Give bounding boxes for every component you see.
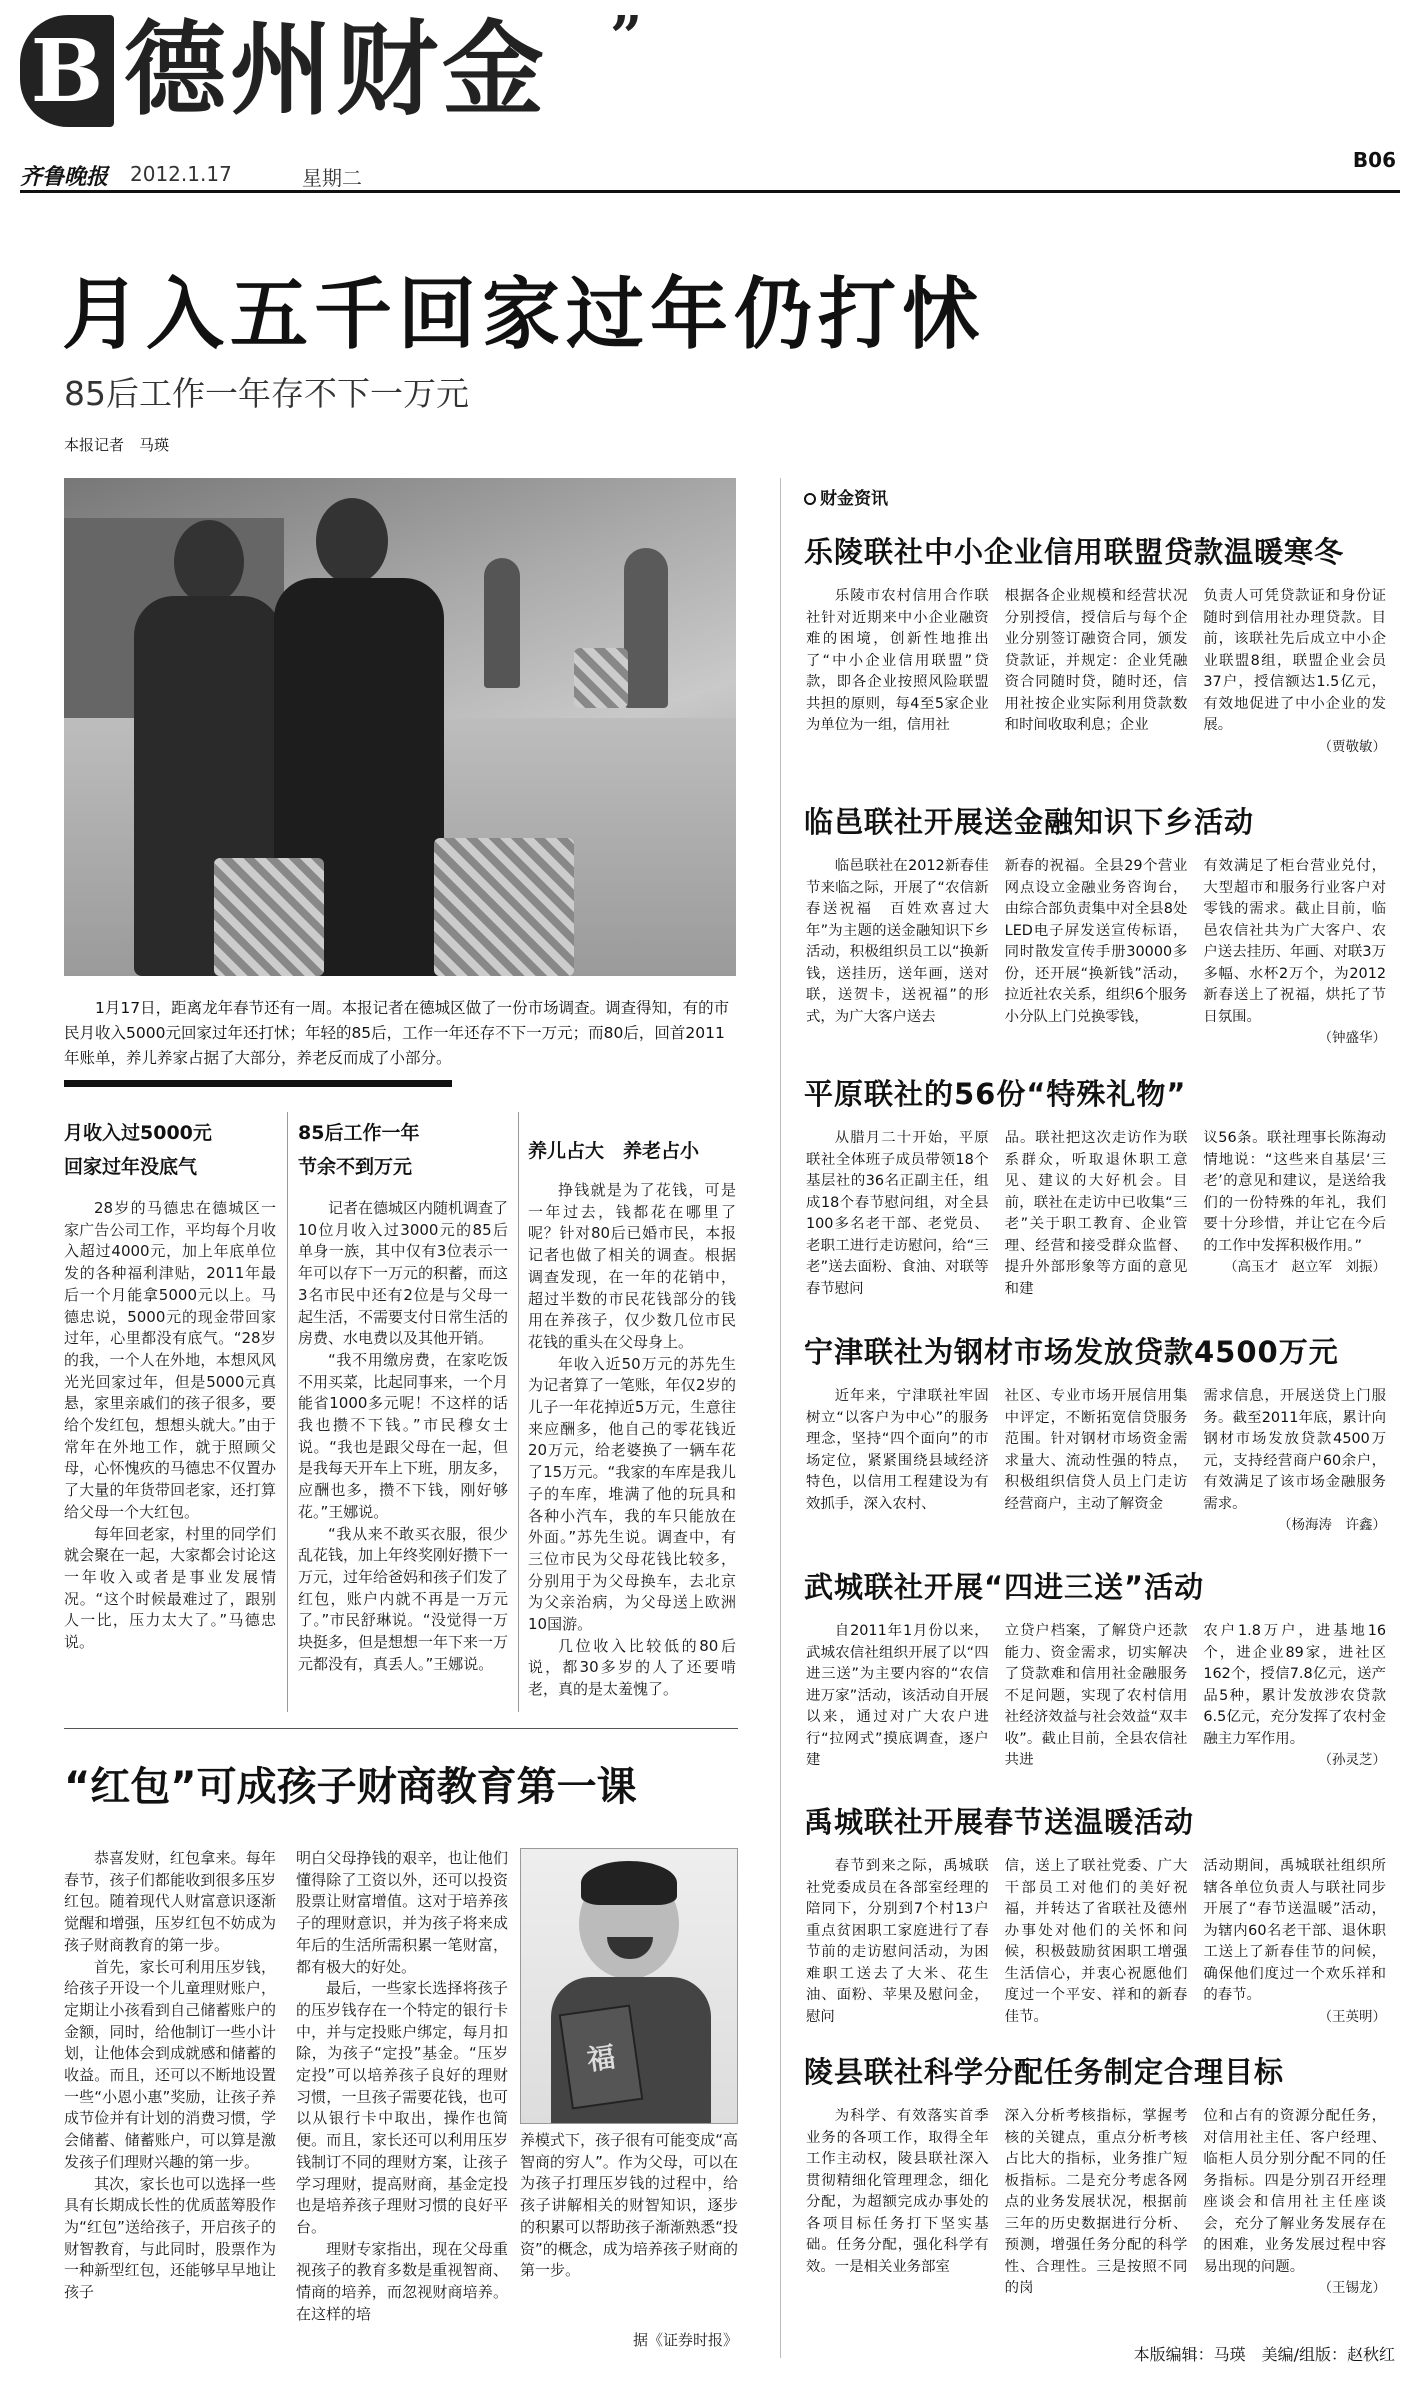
news-body [806, 2106, 1386, 2300]
lead-headline: 月入五千回家过年仍打怵 [62, 270, 987, 360]
lead-col3-body [528, 1180, 736, 1701]
lead-col2-heading-line2: 节余不到万元 [298, 1156, 413, 1178]
red-packet-para: 理财专家指出，现在父母重视孩子的教育多数是重视智商、情商的培养，而忽视财商培养。在这样的培 [296, 2239, 508, 2323]
red-packet-para: 养模式下，孩子很有可能变成“高智商的穷人”。作为父母，可以在为孩子打理压岁钱的过程中，给孩子讲解相关的财智知识，逐步的积累可以帮助孩子渐渐熟悉“投资”的概念，成为培养孩子财商的第一步。 [520, 2131, 738, 2280]
red-packet-para: 其次，家长也可以选择一些具有长期成长性的优质蓝筹股作为“红包”送给孩子，开启孩子的财智教育，与此同时，股票作为一种新型红包，还能够早早地让孩子 [64, 2174, 276, 2302]
news-paragraph: 需求信息，开展送贷上门服务。截至2011年底，累计向钢材市场发放贷款4500万元，支持经营商户60余户，有效满足了该市场金融服务需求。 [1203, 1388, 1387, 1512]
news-title: 乐陵联社中小企业信用联盟贷款温暖寒冬 [804, 535, 1345, 569]
news-paragraph: 深入分析考核指标，掌握考核的关键点，重点分析考核占比大的指标，业务推广短板指标。二是充分考虑各网点的业务发展状况，根据前三年的历史数据进行分析、预测，增强任务分配的科学性、合理性。三是按照不同的岗 [1004, 2108, 1188, 2296]
news-paragraph: 品。联社把这次走访作为联系群众，听取退休职工意见、建议的大好机会。目前，联社在走访中已收集“三老”关于职工教育、企业管理、经营和接受群众监督、提升外部形象等方面的意见和建 [1004, 1130, 1188, 1297]
news-paragraph: 近年来，宁津联社牢固树立“以客户为中心”的服务理念，坚持“四个面向”的市场定位，紧紧围绕县域经济特色，以信用工程建设为有效抓手，深入农村、 [806, 1388, 989, 1512]
news-column [1005, 1621, 1188, 1772]
paper-name: 齐鲁晚报 [20, 164, 109, 190]
news-title: 平原联社的56份“特殊礼物” [804, 1077, 1187, 1111]
news-paragraph: 社区、专业市场开展信用集中评定，不断拓宽信贷服务范围。针对钢材市场资金需求量大、流动性强的特点，积极组织信贷人员上门走访经营商户，主动了解资金 [1004, 1388, 1188, 1512]
finance-news-label [804, 484, 888, 509]
news-paragraph: 春节到来之际，禹城联社党委成员在各部室经理的陪同下，分别到7个村13户重点贫困职工家庭进行了春节前的走访慰问活动，为困难职工送去了大米、花生油、面粉、苹果及慰问金，慰问 [806, 1858, 989, 2025]
page-number: B06 [1352, 148, 1396, 172]
news-column [806, 1621, 989, 1772]
news-column [806, 856, 989, 1050]
news-paragraph: 从腊月二十开始，平原联社全体班子成员带领18个基层社的36名正副主任，组成18个春节慰问组，对全县100多名老干部、老党员、老职工进行走访慰问，给“三老”送去面粉、食油、对联等春节慰问 [806, 1130, 989, 1297]
news-paragraph: 信，送上了联社党委、广大干部员工对他们的美好祝福，并转达了省联社及德州办事处对他们的关怀和问候，积极鼓励贫困职工增强生活信心，并衷心祝愿他们度过一个平安、祥和的新春佳节。 [1004, 1858, 1188, 2025]
masthead-rule [20, 190, 1400, 193]
news-title: 陵县联社科学分配任务制定合理目标 [804, 2055, 1285, 2089]
news-title: 禹城联社开展春节送温暖活动 [804, 1805, 1195, 1839]
lead-col1-heading-line1: 月收入过5000元 [64, 1122, 212, 1144]
quote-mark-decoration: ” [610, 4, 643, 70]
news-paragraph: 负责人可凭贷款证和身份证随时到信用社办理贷款。目前，该联社先后成立中小企业联盟8组，联盟企业会员37户，授信额达1.5亿元，有效地促进了中小企业的发展。 [1203, 588, 1387, 733]
news-body [806, 1386, 1386, 1537]
lead-col1-heading-line2: 回家过年没底气 [64, 1156, 198, 1178]
red-packet-para: 最后，一些家长选择将孩子的压岁钱存在一个特定的银行卡中，并与定投账户绑定，每月扣除，为孩子“定投”基金。“压岁定投”可以培养孩子良好的理财习惯，一旦孩子需要花钱，也可以从银行卡中取出，操作也简便。而且，家长还可以利用压岁钱制订不同的理财方案，让孩子学习理财，提高财商，基金定投也是培养孩子理财习惯的良好平台。 [296, 1979, 508, 2236]
news-paragraph: 农户1.8万户，进基地16个，进企业89家，进社区162个，授信7.8亿元，送产品5种，累计发放涉农贷款6.5亿元，充分发挥了农村金融主力军作用。 [1203, 1623, 1387, 1747]
news-paragraph: 自2011年1月份以来，武城农信社组织开展了以“四进三送”为主要内容的“农信进万家”活动，该活动自开展以来，通过对广大农户进行“拉网式”摸底调查，逐户建 [806, 1623, 989, 1768]
news-author: （钟盛华） [1318, 1030, 1387, 1046]
news-author: （高玉才 赵立军 刘振） [1224, 1259, 1387, 1275]
news-paragraph: 为科学、有效落实首季业务的各项工作，取得全年工作主动权，陵县联社深入贯彻精细化管理理念，细化分配，为超额完成办事处的各项目标任务打下坚实基础。任务分配，强化科学有效。一是相关业务部室 [806, 2108, 989, 2275]
column-rule [287, 1112, 288, 1712]
issue-meta-row [20, 148, 1400, 190]
lead-photo-travelers [64, 478, 736, 976]
column-rule [518, 1112, 519, 1712]
red-packet-col3 [520, 2130, 738, 2282]
photo-man-head [316, 498, 388, 584]
section-letter-badge: B [20, 15, 114, 127]
issue-weekday: 星期二 [302, 166, 362, 190]
lead-col1-heading [64, 1116, 274, 1184]
news-paragraph: 位和占有的资源分配任务，对信用社主任、客户经理、临柜人员分别分配不同的任务指标。四是分别召开经理座谈会和信用社主任座谈会，充分了解业务发展存在的困难，业务发展过程中容易出现的问题。 [1203, 2108, 1387, 2275]
bullet-circle-icon [804, 493, 816, 505]
lead-col3-para: 挣钱就是为了花钱，可是一年过去，钱都花在哪里了呢？针对80后已婚市民，本报记者也做了相关的调查。根据调查发现，在一年的花销中，超过半数的市民花钱部分的钱用在养孩子，仅少数几位市民花钱的重头在父母身上。 [528, 1181, 736, 1351]
photo-luggage-right [434, 838, 574, 976]
news-body [806, 586, 1386, 758]
news-author: （王英明） [1318, 2008, 1387, 2025]
lead-subheadline: 85后工作一年存不下一万元 [64, 374, 469, 413]
lead-divider [64, 1080, 452, 1087]
news-column [1005, 586, 1188, 758]
news-column [1203, 586, 1386, 758]
news-paragraph: 有效满足了柜台营业兑付，大型超市和服务行业客户对零钱的需求。截止目前，临邑农信社共为广大客户、农户送去挂历、年画、对联3万多幅、水杯2万个，为2012新春送上了祝福，烘托了节日氛围。 [1203, 858, 1387, 1025]
red-packet-source: 据《证券时报》 [632, 2331, 738, 2349]
news-column [1203, 2106, 1386, 2300]
news-column [806, 1856, 989, 2028]
red-packet-para: 恭喜发财，红包拿来。每年春节，孩子们都能收到很多压岁红包。随着现代人财富意识逐渐觉醒和增强，压岁红包不妨成为孩子财商教育的第一步。 [64, 1849, 276, 1954]
news-column [1203, 1621, 1386, 1772]
photo-child-hair [581, 1861, 677, 1905]
lead-col2-para: “我不用缴房费，在家吃饭不用买菜，比起同事来，一个月能省1000多元呢！不这样的话我也攒不下钱。”市民穆女士说。“我也是跟父母在一起，但是我每天开车上下班，朋友多，应酬也多，攒不下钱，刚好够花。”王娜说。 [298, 1350, 509, 1521]
lead-col2-para: “我从来不敢买衣服，很少乱花钱，加上年终奖刚好攒下一万元，过年给爸妈和孩子们发了红包，账户内就不再是一万元了。”市民舒琳说。“没觉得一万块挺多，但是想想一年下来一万元都没有，真丢人。”王娜说。 [298, 1524, 509, 1673]
lead-col2-heading-line1: 85后工作一年 [298, 1122, 420, 1144]
news-column [806, 1128, 989, 1300]
news-body [806, 1856, 1386, 2028]
section-rule [64, 1728, 738, 1729]
news-column [1005, 1856, 1188, 2028]
news-paragraph: 乐陵市农村信用合作联社针对近期来中小企业融资难的困境，创新性地推出了“中小企业信用联盟”贷款，即各企业按照风险联盟共担的原则，每4至5家企业为单位为一组，信用社 [806, 588, 989, 733]
news-author: （王锡龙） [1318, 2280, 1387, 2296]
photo-background-bag [574, 648, 628, 708]
news-paragraph: 立贷户档案，了解贷户还款能力、资金需求，切实解决了贷款难和信用社金融服务不足问题，实现了农村信用社经济效益与社会效益“双丰收”。截止目前，全县农信社共进 [1004, 1623, 1188, 1768]
news-column [1005, 1128, 1188, 1300]
red-packet-para: 明白父母挣钱的艰辛，也让他们懂得除了工资以外，还可以投资股票让财富增值。这对于培养孩子的理财意识，并为孩子将来成年后的生活所需积累一笔财富，都有极大的好处。 [296, 1849, 508, 1976]
lead-col2-body [298, 1198, 508, 1675]
lead-col2-para: 记者在德城区内随机调查了10位月收入过3000元的85后单身一族，其中仅有3位表示一年可以存下一万元的积蓄，而这3名市民中还有2位是与父母一起生活，不需要支付日常生活的房费、水电费以及其他开销。 [298, 1199, 509, 1348]
news-paragraph: 新春的祝福。全县29个营业网点设立金融业务咨询台，由综合部负责集中对全县8处LED电子屏发送宣传标语，同时散发宣传手册30000多份，还开展“换新钱”活动，拉近社农关系，组织6个服务小分队上门兑换零钱， [1004, 858, 1188, 1025]
footer-credits: 本版编辑：马瑛 美编/组版：赵秋红 [1133, 2345, 1395, 2364]
lead-col2-heading [298, 1116, 508, 1184]
lead-col3-para: 几位收入比较低的80后说，都30多岁的人了还要啃老，真的是太羞愧了。 [528, 1636, 736, 1699]
issue-date: 2012.1.17 [130, 162, 232, 186]
red-packet-title: “红包”可成孩子财商教育第一课 [64, 1764, 637, 1810]
news-author: （贾敬敏） [1318, 738, 1387, 755]
photo-woman-head [174, 520, 244, 604]
finance-news-label-text: 财金资讯 [820, 489, 888, 509]
red-packet-para: 首先，家长可利用压岁钱，给孩子开设一个儿童理财账户，定期让小孩看到自己储蓄账户的金额，同时，给他制订一些小计划，让他体会到成就感和储蓄的收益。而且，还可以不断地设置一些“小恩小惠”奖励，让孩子养成节俭并有计划的消费习惯，学会储蓄、储蓄账户，可以算是激发孩子们理财兴趣的第一步。 [64, 1957, 276, 2171]
page-column-divider [780, 478, 781, 2358]
news-column [1203, 1856, 1386, 2028]
news-column [806, 1386, 989, 1537]
news-column [806, 2106, 989, 2300]
photo-background-people-2 [624, 548, 668, 708]
lead-photo-caption: 1月17日，距离龙年春节还有一周。本报记者在德城区做了一份市场调查。调查得知，有的市民月收入5000元回家过年还打怵；年轻的85后，工作一年还存不下一万元；而80后，回首2011年账单，养儿养家占据了大部分，养老反而成了小部分。 [64, 999, 730, 1067]
news-paragraph: 临邑联社在2012新春佳节来临之际，开展了“农信新春送祝福 百姓欢喜过大年”为主题的送金融知识下乡活动，积极组织员工以“换新钱，送挂历，送年画，送对联，送贺卡，送祝福”的形式，为广大客户送去 [806, 858, 989, 1025]
child-red-packet-photo [520, 1848, 738, 2124]
photo-background-people [484, 558, 520, 688]
red-packet-col2 [296, 1848, 508, 2325]
lead-col3-heading [528, 1134, 738, 1168]
lead-byline: 本报记者 马瑛 [64, 436, 170, 454]
section-title: 德州财金 [124, 11, 548, 130]
news-paragraph: 活动期间，禹城联社组织所辖各单位负责人与联社同步开展了“春节送温暖”活动，为辖内60名老干部、退休职工送上了新春佳节的问候，确保他们度过一个欢乐祥和的春节。 [1203, 1858, 1387, 2003]
photo-luggage-left [214, 858, 324, 976]
news-title: 宁津联社为钢材市场发放贷款4500万元 [804, 1335, 1339, 1369]
news-column [1203, 1386, 1386, 1537]
news-column [1203, 856, 1386, 1050]
news-body [806, 1621, 1386, 1772]
lead-col3-para: 年收入近50万元的苏先生为记者算了一笔账，年仅2岁的儿子一年花掉近5万元，生意往来应酬多，他自己的零花钱近20万元，给老婆换了一辆车花了15万元。“我家的车库是我儿子的车库，堆满了他的玩具和各种小汽车，我的车只能放在外面。”苏先生说。调查中，有三位市民为父母花钱比较多，分别用于为父母换车，去北京为父亲治病，为父母送上欧洲10国游。 [528, 1354, 736, 1634]
news-column [806, 586, 989, 758]
lead-col1-body [64, 1198, 276, 1654]
lead-col1-para: 28岁的马德忠在德城区一家广告公司工作，平均每个月收入超过4000元，加上年底单位发的各种福利津贴，2011年最后一个月能拿5000元以上。马德忠说，5000元的现金带回家过年，心里都没有底气。“28岁的我，一个人在外地，本想风风光光回家过年，但是5000元真悬，家里亲戚们的孩子很多，要给个发红包，想想头就大。”由于常年在外地工作，就于照顾父母，心怀愧疚的马德忠不仅置办了大量的年货带回老家，还打算给父母一个大红包。 [64, 1199, 276, 1521]
news-body [806, 856, 1386, 1050]
news-column [1005, 2106, 1188, 2300]
news-column [1203, 1128, 1386, 1300]
photo-red-packet: 福 [559, 2004, 644, 2109]
masthead [20, 4, 1400, 160]
news-body [806, 1128, 1386, 1300]
news-title: 武城联社开展“四进三送”活动 [804, 1570, 1205, 1604]
red-packet-col1 [64, 1848, 276, 2304]
lead-col3-heading-line1: 养儿占大 养老占小 [528, 1140, 700, 1162]
lead-col1-para: 每年回老家，村里的同学们就会聚在一起，大家都会讨论这一年收入或者是事业发展情况。“这个时候最难过了，跟别人一比，压力太大了。”马德忠说。 [64, 1524, 276, 1652]
news-author: （孙灵芝） [1318, 1752, 1387, 1768]
news-column [1005, 1386, 1188, 1537]
news-author: （杨海涛 许鑫） [1278, 1517, 1387, 1533]
news-title: 临邑联社开展送金融知识下乡活动 [804, 805, 1255, 839]
news-column [1005, 856, 1188, 1050]
news-paragraph: 议56条。联社理事长陈海动情地说：“这些来自基层‘三老’的意见和建议，是送给我们的一份特殊的年礼，我们要十分珍惜，并让它在今后的工作中发挥积极作用。” [1203, 1130, 1387, 1254]
news-paragraph: 根据各企业规模和经营状况分别授信，授信后与每个企业分别签订融资合同，颁发贷款证，并规定：企业凭融资合同随时贷，随时还，信用社按企业实际利用贷款数和时间收取利息；企业 [1004, 588, 1188, 733]
